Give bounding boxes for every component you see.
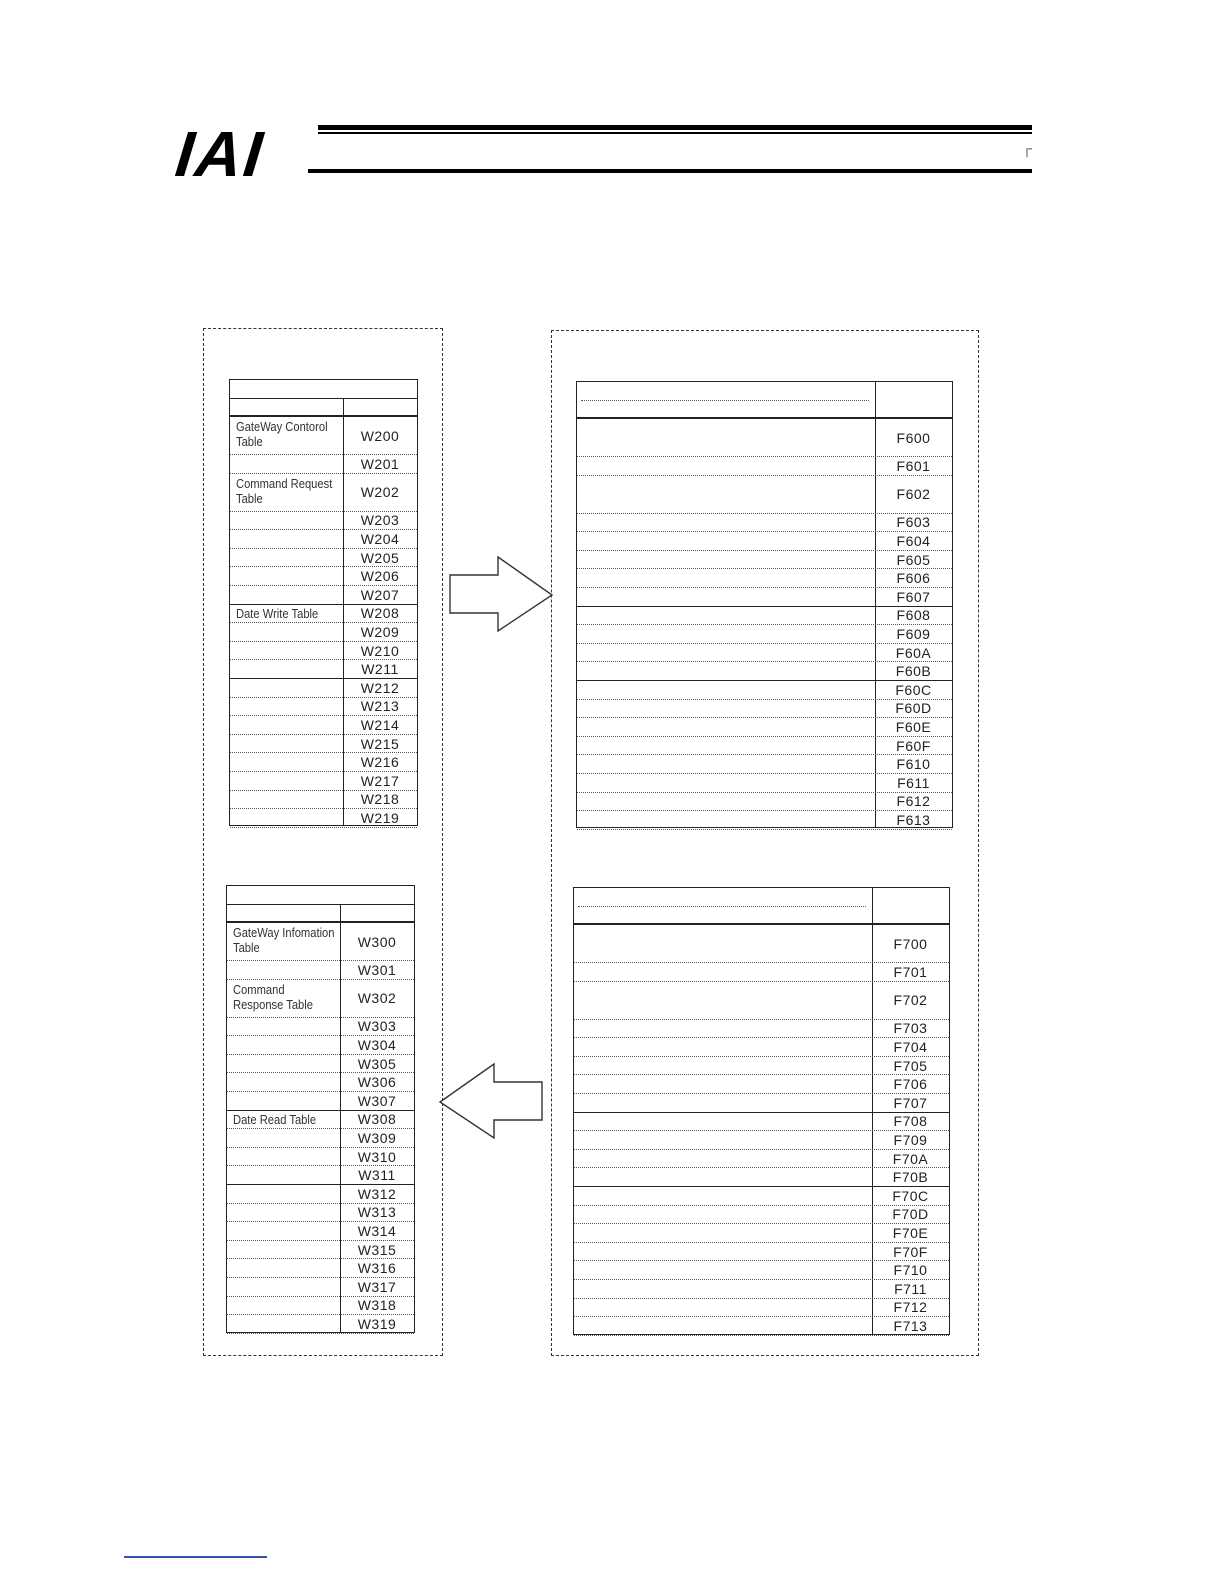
- table-row: [227, 1222, 414, 1241]
- table-row: [227, 1185, 414, 1204]
- table-row: [577, 419, 952, 457]
- table-row: [230, 735, 417, 754]
- read-table-address: W303: [357, 1018, 397, 1035]
- table-row: [227, 1241, 414, 1260]
- table-row: [574, 1094, 949, 1113]
- table-row: [577, 718, 952, 737]
- input-table-address: F703: [893, 1020, 928, 1037]
- write-table-address: W209: [360, 624, 400, 640]
- write-table-subheader-row: [230, 399, 417, 417]
- table-row: [230, 474, 417, 512]
- table-row: [227, 980, 414, 1018]
- output-table-address: F60E: [895, 719, 932, 735]
- write-table-address: W204: [360, 531, 400, 547]
- read-table-address: W315: [357, 1241, 397, 1258]
- table-row: [577, 681, 952, 700]
- table-row: [574, 925, 949, 963]
- write-table-address: W210: [360, 642, 400, 659]
- write-table-address: W217: [360, 772, 400, 789]
- write-table-address: W212: [360, 679, 400, 696]
- write-table-address: W207: [360, 586, 400, 603]
- input-table-address: F700: [893, 935, 928, 952]
- table-row: [227, 961, 414, 980]
- output-table-address: F608: [896, 607, 931, 624]
- write-table-address: W208: [360, 605, 400, 622]
- table-row: [230, 623, 417, 642]
- table-row: [230, 642, 417, 661]
- table-row: [227, 1018, 414, 1037]
- table-row: [230, 417, 417, 455]
- table-row: [230, 753, 417, 772]
- input-table-address: F70C: [892, 1187, 929, 1204]
- output-table-address: F604: [896, 533, 931, 549]
- write-table-address: W219: [360, 810, 400, 826]
- table-row: [574, 1113, 949, 1132]
- read-table-address: W318: [357, 1297, 397, 1314]
- table-row: [577, 476, 952, 514]
- input-table-address: F704: [893, 1039, 928, 1055]
- table-row: [577, 811, 952, 830]
- header-rule-thick: [318, 125, 1032, 130]
- output-table-address: F607: [896, 588, 931, 605]
- read-table-section-label: GateWay Infomation Table: [233, 925, 335, 955]
- input-table-address: F705: [893, 1057, 928, 1074]
- input-table-address: F713: [893, 1318, 928, 1334]
- read-table-address: W310: [357, 1148, 397, 1165]
- table-row: [230, 716, 417, 735]
- output-table-address: F611: [897, 774, 930, 791]
- table-row: [227, 1204, 414, 1223]
- table-row: [574, 1038, 949, 1057]
- output-table: [576, 381, 953, 828]
- output-table-address: F605: [896, 551, 931, 568]
- output-table-address: F609: [896, 626, 931, 642]
- table-row: [577, 588, 952, 607]
- table-row: [227, 923, 414, 961]
- output-table-address: F606: [896, 570, 931, 587]
- table-row: [230, 530, 417, 549]
- read-table-address: W317: [357, 1278, 397, 1295]
- table-row: [577, 607, 952, 626]
- table-row: [577, 551, 952, 570]
- table-row: [230, 455, 417, 474]
- header-rule-thin: [318, 132, 1032, 134]
- input-table-address: F70B: [892, 1169, 929, 1186]
- table-row: [574, 1299, 949, 1318]
- table-row: [230, 772, 417, 791]
- output-table-address: F60A: [895, 644, 932, 661]
- table-row: [577, 644, 952, 663]
- write-table-address: W215: [360, 735, 400, 752]
- write-table-address: W214: [360, 717, 400, 733]
- input-table-address: F70D: [892, 1206, 929, 1223]
- write-table-address: W206: [360, 568, 400, 585]
- table-row: [577, 700, 952, 719]
- output-table-address: F60C: [895, 681, 932, 698]
- read-table: [226, 885, 415, 1333]
- table-row: [230, 809, 417, 828]
- table-row: [230, 698, 417, 717]
- input-table-address: F702: [893, 992, 928, 1009]
- input-table-address: F711: [894, 1280, 927, 1297]
- table-row: [574, 1168, 949, 1187]
- output-table-header-guide: [581, 400, 869, 401]
- read-table-address: W308: [357, 1111, 397, 1128]
- read-table-address: W304: [357, 1037, 397, 1053]
- table-row: [577, 532, 952, 551]
- table-row: [227, 1278, 414, 1297]
- table-row: [574, 1243, 949, 1262]
- iai-logo: IAI: [172, 118, 268, 190]
- table-row: [574, 963, 949, 982]
- table-row: [230, 791, 417, 810]
- input-table-address: F70F: [893, 1243, 928, 1260]
- table-row: [230, 605, 417, 624]
- table-row: [227, 1166, 414, 1185]
- table-row: [574, 1317, 949, 1336]
- write-table-address: W213: [360, 698, 400, 715]
- output-table-address: F602: [896, 486, 931, 503]
- read-table-address: W309: [357, 1130, 397, 1146]
- table-row: [230, 512, 417, 531]
- header-rule-bottom: [308, 169, 1032, 173]
- write-table-address: W216: [360, 754, 400, 771]
- table-row: [577, 793, 952, 812]
- table-row: [574, 1020, 949, 1039]
- read-table-address: W300: [357, 933, 397, 950]
- read-table-address: W307: [357, 1092, 397, 1109]
- read-table-address: W305: [357, 1055, 397, 1072]
- write-table-address: W202: [360, 484, 400, 501]
- right-arrow-icon: [446, 555, 558, 635]
- table-row: [574, 1150, 949, 1169]
- table-row: [574, 1206, 949, 1225]
- write-table-section-label: GateWay Contorol Table: [236, 419, 328, 449]
- write-table-address: W203: [360, 512, 400, 529]
- table-row: [574, 1131, 949, 1150]
- footer-link-underline: [124, 1556, 267, 1558]
- input-table-address: F70A: [892, 1150, 929, 1167]
- write-table-address: W205: [360, 549, 400, 566]
- table-row: [227, 1129, 414, 1148]
- table-row: [227, 1073, 414, 1092]
- input-table-address: F709: [893, 1132, 928, 1148]
- table-row: [227, 1297, 414, 1316]
- read-table-subheader-row: [227, 905, 414, 923]
- read-table-header-row: [227, 886, 414, 905]
- read-table-address: W319: [357, 1316, 397, 1332]
- output-table-address: F601: [896, 457, 931, 474]
- table-row: [574, 982, 949, 1020]
- write-table-address: W211: [361, 661, 399, 678]
- table-row: [574, 1057, 949, 1076]
- write-table-address: W218: [360, 791, 400, 808]
- table-row: [577, 737, 952, 756]
- output-table-address: F60D: [895, 700, 932, 717]
- input-table-address: F710: [893, 1262, 928, 1279]
- write-table: [229, 379, 418, 826]
- input-table-address: F707: [893, 1094, 928, 1111]
- table-row: [574, 1224, 949, 1243]
- read-table-section-label: Date Read Table: [233, 1111, 317, 1127]
- table-row: [574, 1261, 949, 1280]
- write-table-address: W201: [360, 455, 400, 472]
- table-row: [577, 625, 952, 644]
- table-row: [577, 755, 952, 774]
- table-row: [227, 1315, 414, 1334]
- write-table-section-label: Date Write Table: [236, 605, 319, 621]
- input-table-address: F701: [893, 963, 928, 980]
- input-table: [573, 887, 950, 1335]
- input-table-address: F70E: [892, 1225, 929, 1241]
- table-row: [227, 1259, 414, 1278]
- table-row: [577, 514, 952, 533]
- table-row: [577, 457, 952, 476]
- write-table-section-label: Command Request Table: [236, 475, 333, 506]
- output-table-address: F612: [896, 793, 931, 810]
- table-row: [574, 1187, 949, 1206]
- read-table-address: W306: [357, 1074, 397, 1091]
- left-arrow-icon: [436, 1062, 548, 1142]
- table-row: [227, 1111, 414, 1130]
- table-row: [227, 1055, 414, 1074]
- read-table-address: W316: [357, 1260, 397, 1277]
- output-table-address: F60B: [895, 663, 932, 680]
- output-table-address: F600: [896, 429, 931, 446]
- output-table-address: F603: [896, 514, 931, 531]
- table-row: [230, 549, 417, 568]
- table-row: [227, 1148, 414, 1167]
- input-table-address: F712: [893, 1299, 928, 1316]
- table-row: [230, 567, 417, 586]
- output-table-address: F610: [896, 756, 931, 773]
- input-table-header-guide: [578, 906, 866, 907]
- table-row: [577, 569, 952, 588]
- table-row: [577, 662, 952, 681]
- table-row: [230, 586, 417, 605]
- read-table-address: W311: [358, 1167, 396, 1184]
- table-row: [577, 774, 952, 793]
- table-row: [230, 660, 417, 679]
- header-mark: ┌: [1022, 140, 1032, 156]
- table-row: [227, 1092, 414, 1111]
- input-table-address: F708: [893, 1113, 928, 1130]
- table-row: [230, 679, 417, 698]
- read-table-address: W302: [357, 990, 397, 1007]
- table-row: [574, 1280, 949, 1299]
- read-table-address: W313: [357, 1204, 397, 1221]
- input-table-address: F706: [893, 1076, 928, 1093]
- write-table-address: W200: [360, 427, 400, 444]
- table-row: [574, 1075, 949, 1094]
- read-table-address: W314: [357, 1223, 397, 1239]
- output-table-address: F613: [896, 812, 931, 828]
- read-table-address: W312: [357, 1185, 397, 1202]
- write-table-header-row: [230, 380, 417, 399]
- output-table-address: F60F: [896, 737, 931, 754]
- read-table-section-label: Command Response Table: [233, 981, 313, 1012]
- read-table-address: W301: [357, 961, 397, 978]
- table-row: [227, 1036, 414, 1055]
